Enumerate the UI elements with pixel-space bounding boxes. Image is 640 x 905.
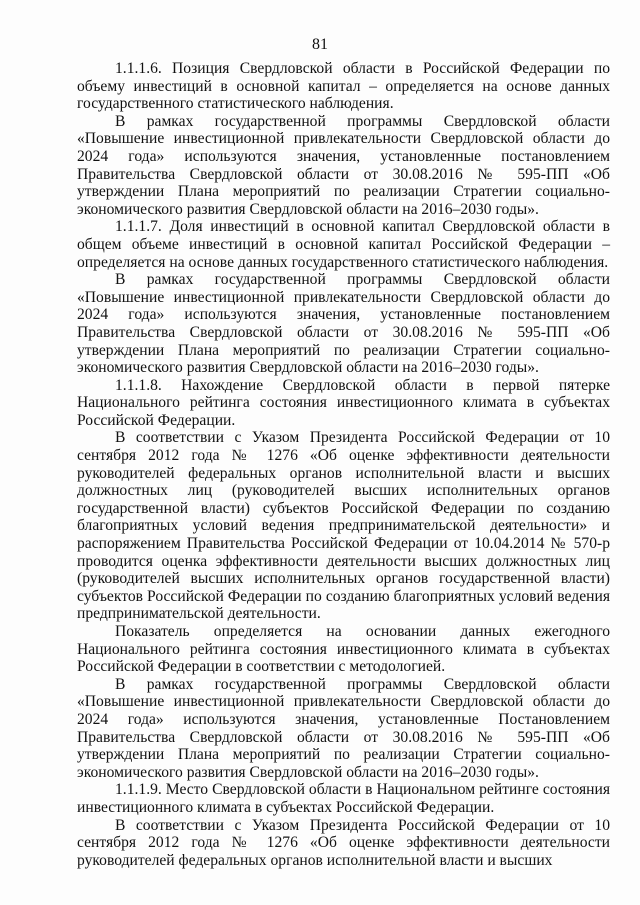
paragraph-program-values-3: В рамках государственной программы Свердловской области «Повышение инвестиционной привлекательности Свердловской области до 2024 года» используются значения, установленные Постановлением Правительства Свердловской области от 30.08.2016 № 595-ПП «Об утверждении Плана мероприятий по реализации Стратегии социально-экономического развития Свердловской области на 2016–2030 годы». bbox=[77, 675, 610, 781]
paragraph-1-1-1-6: 1.1.1.6. Позиция Свердловской области в Российской Федерации по объему инвестиций в основной капитал – определяется на основе данных государственного статистического наблюдения. bbox=[77, 60, 610, 113]
paragraph-indicator-methodology: Показатель определяется на основании данных ежегодного Национального рейтинга состояния инвестиционного климата в субъектах Российской Федерации в соответствии с методологией. bbox=[77, 623, 610, 676]
paragraph-presidential-decree-continued: В соответствии с Указом Президента Российской Федерации от 10 сентября 2012 года № 1276 «Об оценке эффективности деятельности руководителей федеральных органов исполнительной власти и высших bbox=[77, 816, 610, 869]
paragraph-1-1-1-9: 1.1.1.9. Место Свердловской области в Национальном рейтинге состояния инвестиционного климата в субъектах Российской Федерации. bbox=[77, 781, 610, 816]
document-body bbox=[77, 60, 610, 869]
page-number: 81 bbox=[312, 36, 328, 53]
paragraph-1-1-1-8: 1.1.1.8. Нахождение Свердловской области в первой пятерке Национального рейтинга состояния инвестиционного климата в субъектах Российской Федерации. bbox=[77, 376, 610, 429]
paragraph-1-1-1-7: 1.1.1.7. Доля инвестиций в основной капитал Свердловской области в общем объеме инвестиций в основной капитал Российской Федерации – определяется на основе данных государственного статистического наблюдения. bbox=[77, 218, 610, 271]
paragraph-presidential-decree: В соответствии с Указом Президента Российской Федерации от 10 сентября 2012 года № 1276 «Об оценке эффективности деятельности руководителей федеральных органов исполнительной власти и высших должностных лиц (руководителей высших исполнительных органов государственной власти) субъектов Российской Федерации по созданию благоприятных условий ведения предпринимательской деятельности» и распоряжением Правительства Российской Федерации от 10.04.2014 № 570-р проводится оценка эффективности деятельности высших должностных лиц (руководителей высших исполнительных органов государственной власти) субъектов Российской Федерации по созданию благоприятных условий ведения предпринимательской деятельности. bbox=[77, 429, 610, 623]
paragraph-program-values-2: В рамках государственной программы Свердловской области «Повышение инвестиционной привлекательности Свердловской области до 2024 года» используются значения, установленные постановлением Правительства Свердловской области от 30.08.2016 № 595-ПП «Об утверждении Плана мероприятий по реализации Стратегии социально-экономического развития Свердловской области на 2016–2030 годы». bbox=[77, 271, 610, 377]
paragraph-program-values-1: В рамках государственной программы Свердловской области «Повышение инвестиционной привлекательности Свердловской области до 2024 года» используются значения, установленные постановлением Правительства Свердловской области от 30.08.2016 № 595-ПП «Об утверждении Плана мероприятий по реализации Стратегии социально-экономического развития Свердловской области на 2016–2030 годы». bbox=[77, 112, 610, 218]
